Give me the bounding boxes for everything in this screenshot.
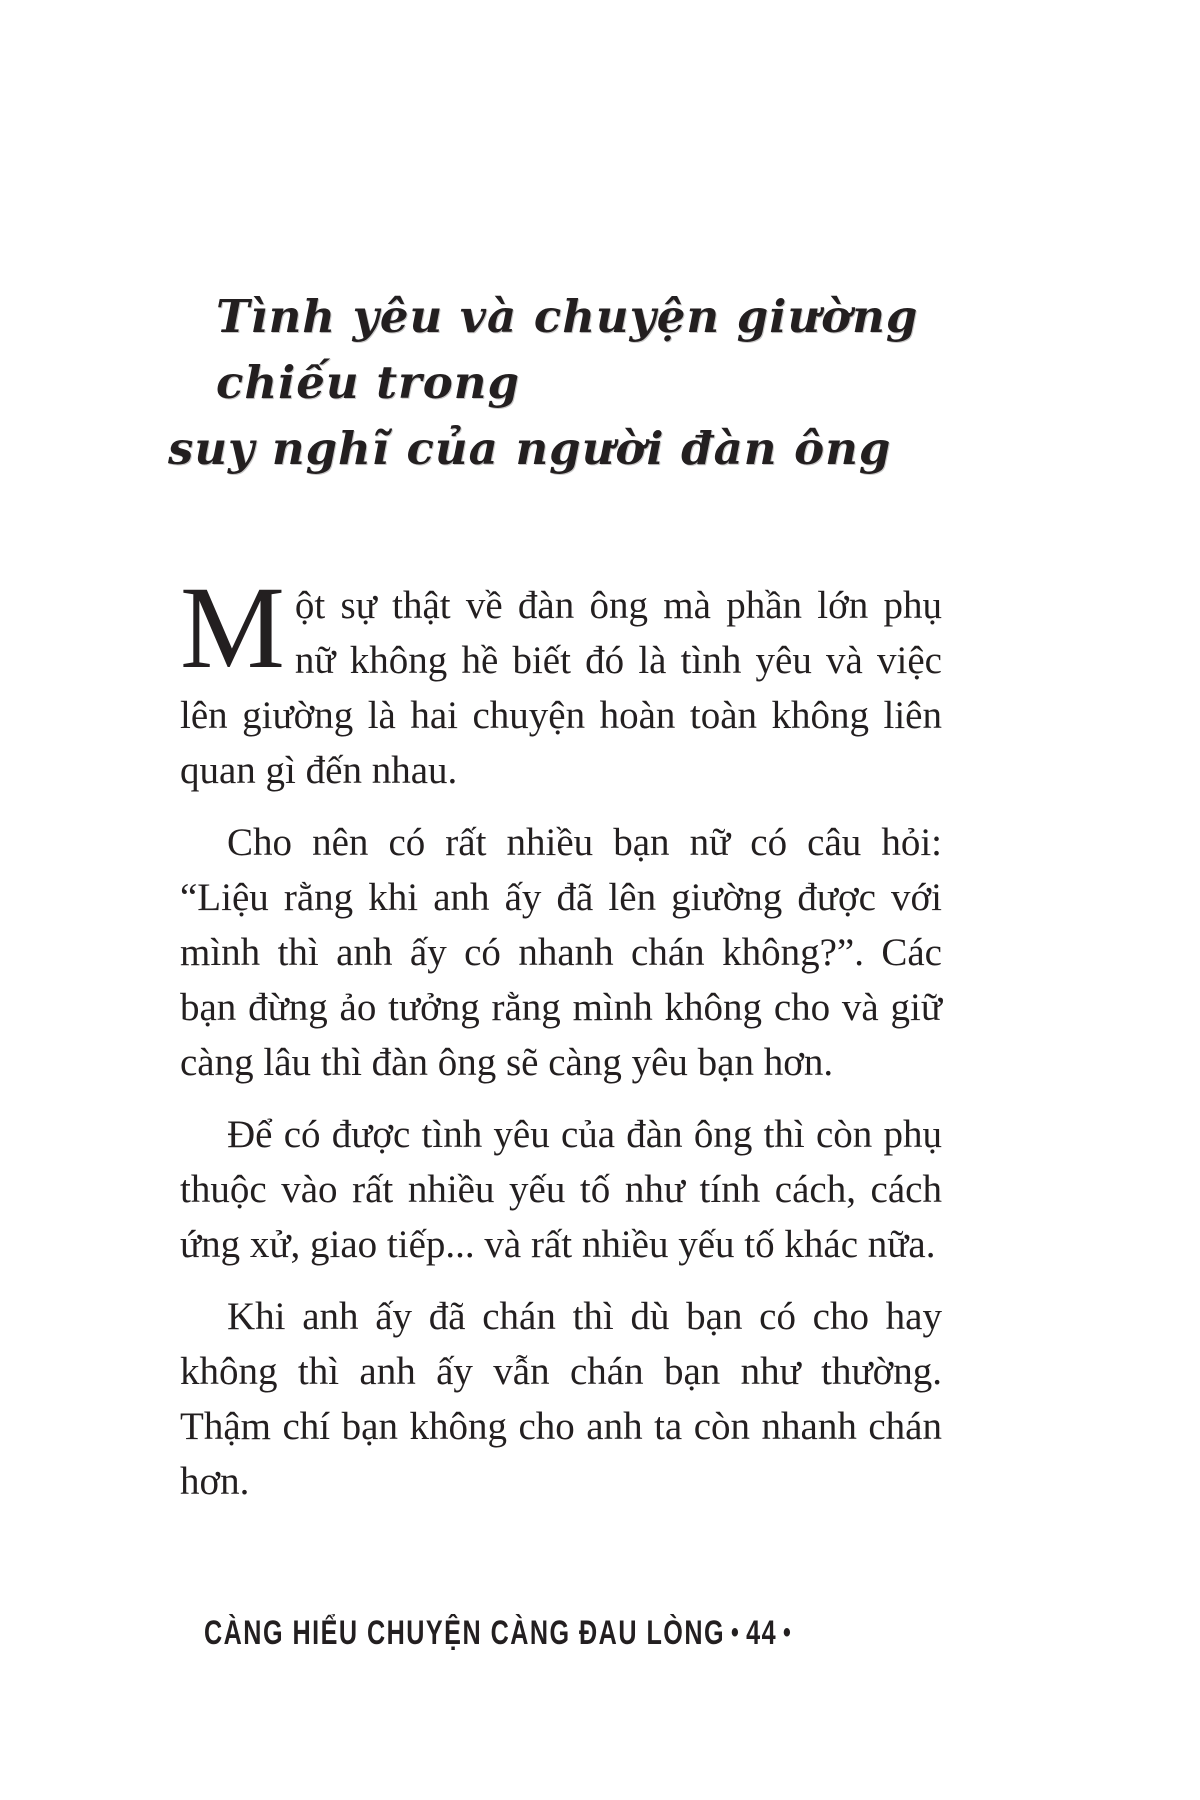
body-text bbox=[180, 562, 942, 1526]
drop-cap: M bbox=[180, 562, 285, 693]
footer-bullet-left: • bbox=[730, 1616, 741, 1649]
chapter-title bbox=[168, 284, 958, 482]
page-footer bbox=[204, 1614, 798, 1653]
page-number: 44 bbox=[746, 1614, 778, 1652]
paragraph-3: Để có được tình yêu của đàn ông thì còn phụ thuộc vào rất nhiều yếu tố như tính cách, cách ứng xử, giao tiếp... và rất nhiều yếu tố khác nữa. bbox=[180, 1113, 942, 1266]
paragraph-1 bbox=[180, 562, 942, 798]
paragraph-2: Cho nên có rất nhiều bạn nữ có câu hỏi: “Liệu rằng khi anh ấy đã lên giường được với mình thì anh ấy có nhanh chán không?”. Các bạn đừng ảo tưởng rằng mình không cho và giữ càng lâu thì đàn ông sẽ càng yêu bạn hơn. bbox=[180, 821, 942, 1084]
running-title: CÀNG HIỂU CHUYỆN CÀNG ĐAU LÒNG bbox=[204, 1614, 726, 1652]
chapter-title-line-1: Tình yêu và chuyện giường chiếu trong bbox=[216, 290, 919, 409]
footer-bullet-right: • bbox=[783, 1616, 793, 1649]
paragraph-1-text: ột sự thật về đàn ông mà phần lớn phụ nữ không hề biết đó là tình yêu và việc lên giường là hai chuyện hoàn toàn không liên quan gì đến nhau. bbox=[180, 584, 942, 792]
chapter-title-line-2: suy nghĩ của người đàn ông bbox=[168, 422, 892, 475]
paragraph-4: Khi anh ấy đã chán thì dù bạn có cho hay không thì anh ấy vẫn chán bạn như thường. Thậm chí bạn không cho anh ta còn nhanh chán hơn. bbox=[180, 1295, 942, 1503]
